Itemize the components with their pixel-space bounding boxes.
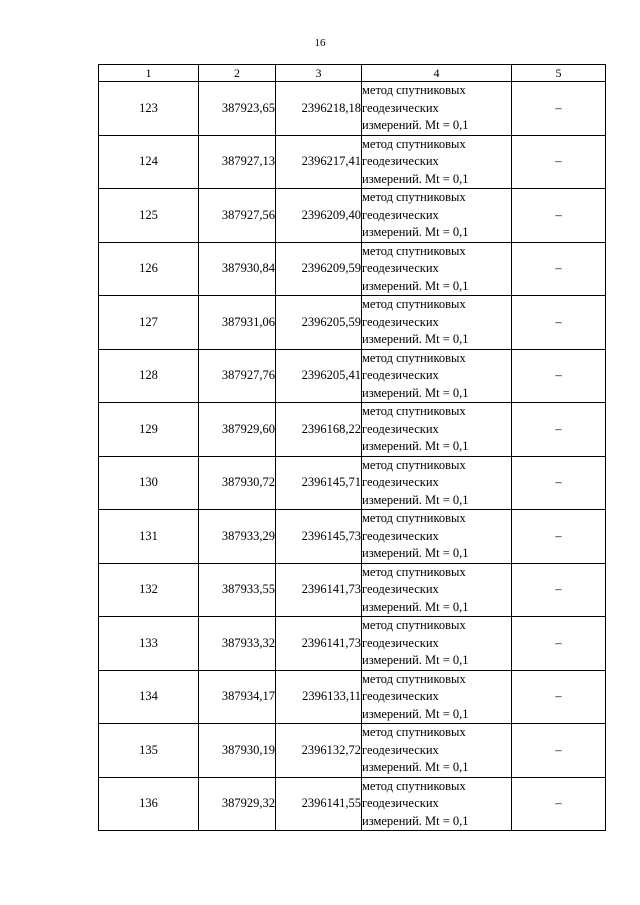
method-line: геодезических	[362, 100, 439, 115]
table-row	[99, 189, 606, 243]
method-line: измерений. Mt = 0,1	[362, 332, 469, 346]
method-line: геодезических	[362, 421, 439, 436]
note-cell: –	[512, 349, 606, 403]
note-cell: –	[512, 617, 606, 671]
method-line: геодезических	[362, 582, 439, 596]
method-cell	[362, 296, 512, 350]
note-cell: –	[512, 563, 606, 617]
column-header: 1	[99, 65, 199, 82]
method-line: метод спутниковых	[362, 457, 466, 472]
method-line: метод спутниковых	[362, 564, 466, 579]
x-coordinate-cell: 387934,17	[199, 670, 276, 724]
method-line: метод спутниковых	[362, 83, 466, 97]
method-line: метод спутниковых	[362, 404, 466, 418]
method-cell	[362, 724, 512, 778]
method-line: метод спутниковых	[362, 671, 466, 686]
note-cell: –	[512, 510, 606, 564]
method-line: метод спутниковых	[362, 136, 466, 151]
point-number-cell: 124	[99, 135, 199, 189]
y-coordinate-cell: 2396218,18	[276, 82, 362, 136]
y-coordinate-cell: 2396141,73	[276, 563, 362, 617]
y-coordinate-cell: 2396145,73	[276, 510, 362, 564]
y-coordinate-cell: 2396209,40	[276, 189, 362, 243]
method-cell	[362, 456, 512, 510]
point-number-cell: 126	[99, 242, 199, 296]
coordinates-table	[98, 64, 606, 831]
page-number: 16	[314, 37, 326, 49]
x-coordinate-cell: 387933,29	[199, 510, 276, 564]
method-cell	[362, 349, 512, 403]
method-line: геодезических	[362, 261, 439, 275]
point-number-cell: 135	[99, 724, 199, 778]
table-row	[99, 296, 606, 350]
method-line: метод спутниковых	[362, 618, 466, 632]
method-line: измерений. Mt = 0,1	[362, 546, 469, 560]
column-header: 5	[512, 65, 606, 82]
point-number-cell: 123	[99, 82, 199, 136]
table-header-row	[99, 65, 606, 82]
method-line: метод спутниковых	[362, 350, 466, 365]
point-number-cell: 127	[99, 296, 199, 350]
x-coordinate-cell: 387927,76	[199, 349, 276, 403]
y-coordinate-cell: 2396168,22	[276, 403, 362, 457]
method-cell	[362, 135, 512, 189]
method-line: измерений. Mt = 0,1	[362, 171, 469, 186]
point-number-cell: 134	[99, 670, 199, 724]
method-line: измерений. Mt = 0,1	[362, 385, 469, 400]
table-row	[99, 242, 606, 296]
x-coordinate-cell: 387929,32	[199, 777, 276, 831]
method-line: метод спутниковых	[362, 297, 466, 311]
table-row	[99, 82, 606, 136]
column-header: 2	[199, 65, 276, 82]
table-row	[99, 670, 606, 724]
x-coordinate-cell: 387927,56	[199, 189, 276, 243]
table-row	[99, 563, 606, 617]
method-cell	[362, 82, 512, 136]
method-line: измерений. Mt = 0,1	[362, 225, 469, 239]
note-cell: –	[512, 135, 606, 189]
y-coordinate-cell: 2396205,41	[276, 349, 362, 403]
method-line: измерений. Mt = 0,1	[362, 278, 469, 293]
method-line: геодезических	[362, 528, 439, 543]
method-line: геодезических	[362, 742, 439, 757]
y-coordinate-cell: 2396132,72	[276, 724, 362, 778]
x-coordinate-cell: 387931,06	[199, 296, 276, 350]
note-cell: –	[512, 189, 606, 243]
column-header: 3	[276, 65, 362, 82]
table-row	[99, 724, 606, 778]
note-cell: –	[512, 242, 606, 296]
point-number-cell: 136	[99, 777, 199, 831]
note-cell: –	[512, 777, 606, 831]
point-number-cell: 133	[99, 617, 199, 671]
method-line: измерений. Mt = 0,1	[362, 760, 469, 774]
table-row	[99, 135, 606, 189]
note-cell: –	[512, 296, 606, 350]
method-line: измерений. Mt = 0,1	[362, 599, 469, 614]
method-line: геодезических	[362, 207, 439, 222]
method-line: измерений. Mt = 0,1	[362, 653, 469, 667]
point-number-cell: 132	[99, 563, 199, 617]
column-header: 4	[362, 65, 512, 82]
point-number-cell: 129	[99, 403, 199, 457]
note-cell: –	[512, 403, 606, 457]
method-line: измерений. Mt = 0,1	[362, 813, 469, 828]
note-cell: –	[512, 456, 606, 510]
method-line: метод спутниковых	[362, 243, 466, 258]
table-row	[99, 403, 606, 457]
x-coordinate-cell: 387930,72	[199, 456, 276, 510]
y-coordinate-cell: 2396141,55	[276, 777, 362, 831]
table-row	[99, 510, 606, 564]
method-line: измерений. Mt = 0,1	[362, 118, 469, 132]
method-line: измерений. Mt = 0,1	[362, 706, 469, 721]
x-coordinate-cell: 387929,60	[199, 403, 276, 457]
method-line: метод спутниковых	[362, 511, 466, 525]
table-row	[99, 349, 606, 403]
method-line: геодезических	[362, 796, 439, 810]
note-cell: –	[512, 724, 606, 778]
method-line: геодезических	[362, 314, 439, 329]
x-coordinate-cell: 387923,65	[199, 82, 276, 136]
method-line: геодезических	[362, 635, 439, 650]
method-cell	[362, 242, 512, 296]
y-coordinate-cell: 2396205,59	[276, 296, 362, 350]
table-row	[99, 777, 606, 831]
method-line: геодезических	[362, 689, 439, 703]
table-row	[99, 456, 606, 510]
x-coordinate-cell: 387933,55	[199, 563, 276, 617]
method-cell	[362, 563, 512, 617]
method-line: геодезических	[362, 154, 439, 168]
method-line: метод спутниковых	[362, 190, 466, 204]
table-row	[99, 617, 606, 671]
point-number-cell: 128	[99, 349, 199, 403]
method-cell	[362, 189, 512, 243]
x-coordinate-cell: 387927,13	[199, 135, 276, 189]
y-coordinate-cell: 2396133,11	[276, 670, 362, 724]
method-line: геодезических	[362, 368, 439, 382]
point-number-cell: 130	[99, 456, 199, 510]
y-coordinate-cell: 2396145,71	[276, 456, 362, 510]
method-cell	[362, 670, 512, 724]
x-coordinate-cell: 387930,84	[199, 242, 276, 296]
point-number-cell: 131	[99, 510, 199, 564]
x-coordinate-cell: 387933,32	[199, 617, 276, 671]
method-cell	[362, 403, 512, 457]
y-coordinate-cell: 2396217,41	[276, 135, 362, 189]
method-cell	[362, 617, 512, 671]
method-line: геодезических	[362, 475, 439, 489]
note-cell: –	[512, 82, 606, 136]
method-line: измерений. Mt = 0,1	[362, 492, 469, 507]
y-coordinate-cell: 2396209,59	[276, 242, 362, 296]
note-cell: –	[512, 670, 606, 724]
point-number-cell: 125	[99, 189, 199, 243]
x-coordinate-cell: 387930,19	[199, 724, 276, 778]
method-cell	[362, 777, 512, 831]
method-line: метод спутниковых	[362, 725, 466, 739]
method-line: метод спутниковых	[362, 778, 466, 793]
method-line: измерений. Mt = 0,1	[362, 439, 469, 453]
method-cell	[362, 510, 512, 564]
y-coordinate-cell: 2396141,73	[276, 617, 362, 671]
